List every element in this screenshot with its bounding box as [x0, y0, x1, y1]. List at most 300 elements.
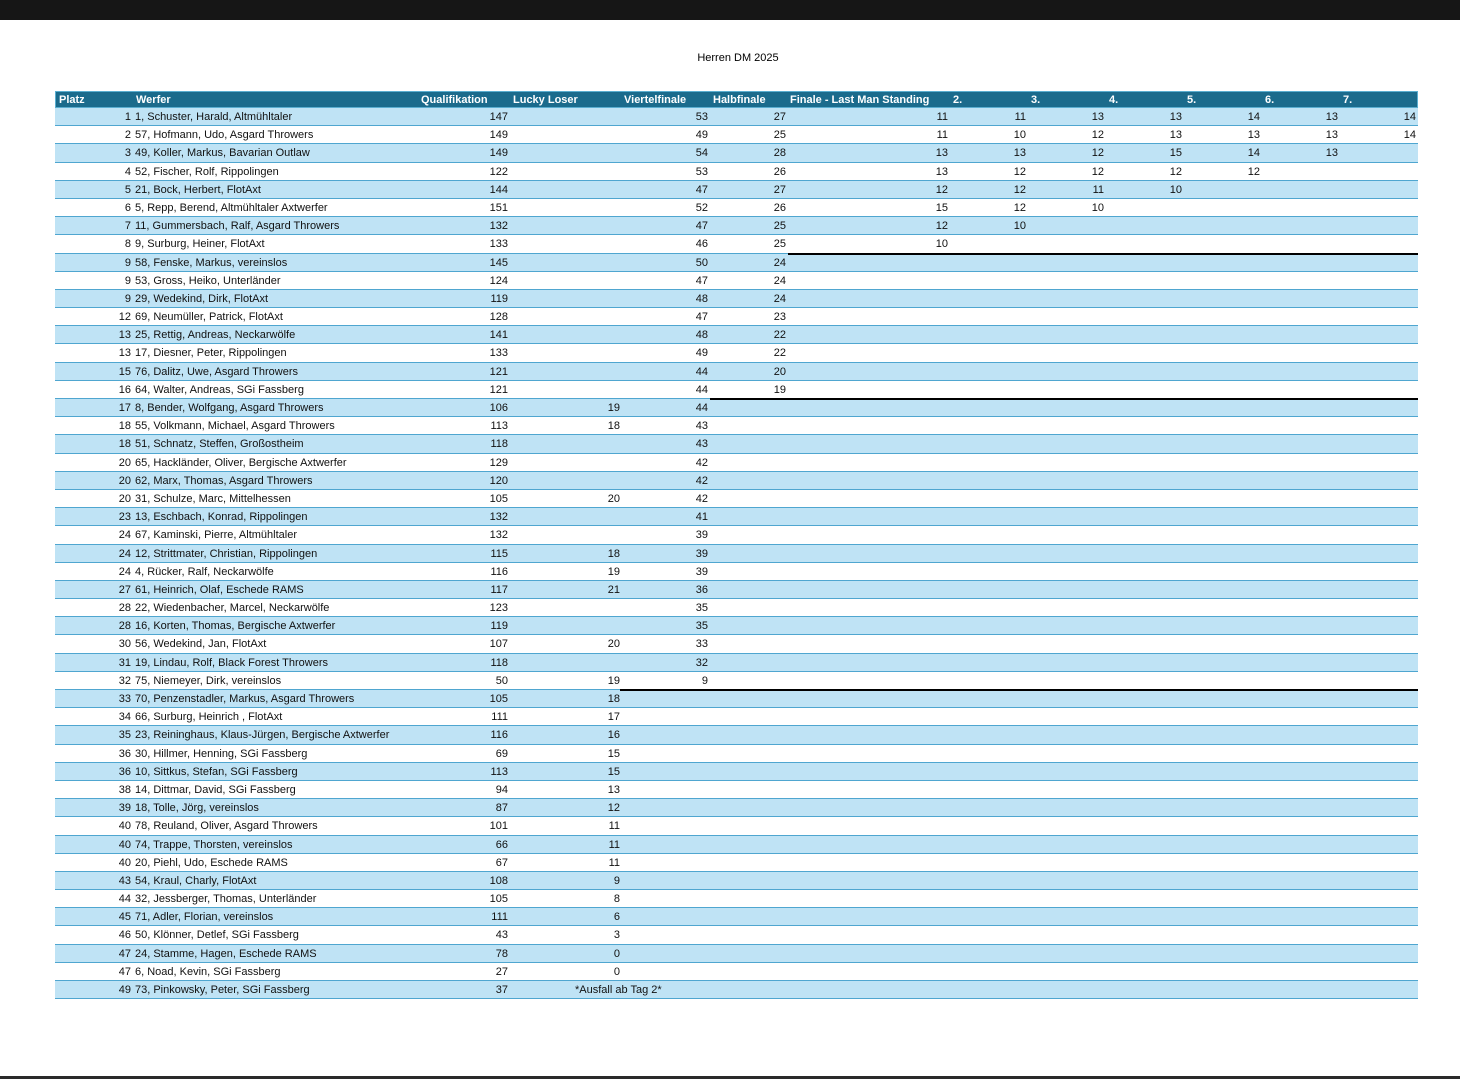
platz-cell: 2 — [124, 129, 131, 142]
qualifikation-cell: 101 — [489, 820, 508, 833]
table-row — [55, 526, 1418, 544]
viertelfinale-cell: 42 — [695, 474, 708, 487]
platz-cell: 38 — [118, 783, 131, 796]
table-row — [55, 308, 1418, 326]
qualifikation-cell: 132 — [489, 511, 508, 524]
halbfinale-cell: 24 — [773, 256, 786, 269]
qualifikation-cell: 69 — [495, 747, 508, 760]
header-lucky-loser: Lucky Loser — [513, 94, 578, 106]
viertelfinale-cell: 47 — [695, 220, 708, 233]
werfer-cell: 53, Gross, Heiko, Unterländer — [135, 274, 281, 287]
werfer-cell: 74, Trappe, Thorsten, vereinslos — [135, 838, 293, 851]
round-2-cell: 12 — [1013, 165, 1026, 178]
halbfinale-cell: 24 — [773, 292, 786, 305]
platz-cell: 16 — [118, 383, 131, 396]
werfer-cell: 49, Koller, Markus, Bavarian Outlaw — [135, 147, 310, 160]
table-row — [55, 908, 1418, 926]
round-5-cell: 13 — [1247, 129, 1260, 142]
platz-cell: 31 — [118, 656, 131, 669]
werfer-cell: 55, Volkmann, Michael, Asgard Throwers — [135, 420, 335, 433]
lucky-loser-cell: 11 — [608, 838, 620, 851]
lucky-loser-cell: 21 — [607, 583, 620, 596]
platz-cell: 33 — [118, 693, 131, 705]
table-row — [55, 981, 1418, 999]
finale-cell: 11 — [936, 129, 948, 142]
werfer-cell: 50, Klönner, Detlef, SGi Fassberg — [135, 929, 299, 942]
lucky-loser-cell: 15 — [607, 747, 620, 760]
lucky-loser-cell: 19 — [607, 565, 620, 578]
viertelfinale-cell: 43 — [695, 438, 708, 451]
round-2-cell: 13 — [1013, 147, 1026, 160]
lucky-loser-cell: 6 — [613, 911, 620, 924]
table-row — [55, 326, 1418, 344]
werfer-cell: 1, Schuster, Harald, Altmühltaler — [135, 111, 293, 123]
lucky-loser-cell: 18 — [607, 420, 620, 433]
table-row — [55, 726, 1418, 744]
viertelfinale-cell: 49 — [695, 129, 708, 142]
viertelfinale-cell: 44 — [695, 365, 708, 378]
finale-cell: 11 — [936, 111, 948, 123]
viertelfinale-cell: 39 — [695, 547, 708, 560]
round-6-cell: 13 — [1325, 129, 1338, 142]
qualifikation-cell: 106 — [489, 402, 508, 414]
halbfinale-cell: 19 — [773, 383, 786, 396]
finale-cell: 12 — [935, 220, 948, 233]
header-werfer: Werfer — [136, 94, 171, 106]
finale-cell: 13 — [935, 165, 948, 178]
werfer-cell: 13, Eschbach, Konrad, Rippolingen — [135, 511, 308, 524]
qualifikation-cell: 118 — [490, 438, 508, 451]
header-viertelfinale: Viertelfinale — [624, 94, 687, 106]
halbfinale-cell: 25 — [773, 220, 786, 233]
table-row — [55, 945, 1418, 963]
table-row — [55, 635, 1418, 653]
platz-cell: 39 — [118, 802, 131, 815]
round-6-cell: 13 — [1325, 147, 1338, 160]
qualifikation-cell: 105 — [489, 492, 508, 505]
finale-cell: 10 — [935, 238, 948, 251]
qualifikation-cell: 124 — [489, 274, 508, 287]
qualifikation-cell: 121 — [489, 365, 508, 378]
table-row — [55, 854, 1418, 872]
viertelfinale-cell: 54 — [695, 147, 708, 160]
werfer-cell: 75, Niemeyer, Dirk, vereinslos — [135, 674, 282, 687]
platz-cell: 28 — [118, 620, 131, 633]
table-row — [55, 417, 1418, 435]
viertelfinale-cell: 35 — [695, 620, 708, 633]
table-row — [55, 435, 1418, 453]
werfer-cell: 67, Kaminski, Pierre, Altmühltaler — [135, 529, 298, 542]
platz-cell: 40 — [118, 820, 131, 833]
viertelfinale-cell: 46 — [695, 238, 708, 251]
qualifikation-cell: 87 — [495, 802, 508, 815]
lucky-loser-cell: 9 — [613, 874, 620, 887]
werfer-cell: 18, Tolle, Jörg, vereinslos — [135, 802, 259, 815]
lucky-loser-cell: 0 — [613, 947, 620, 960]
werfer-cell: 17, Diesner, Peter, Rippolingen — [135, 347, 287, 360]
platz-cell: 4 — [124, 165, 131, 178]
werfer-cell: 8, Bender, Wolfgang, Asgard Throwers — [135, 402, 324, 414]
round-4-cell: 12 — [1169, 165, 1182, 178]
table-row — [55, 672, 1418, 690]
platz-cell: 18 — [118, 420, 131, 433]
table-row — [55, 290, 1418, 308]
lucky-loser-cell: 20 — [607, 492, 620, 505]
qualifikation-cell: 144 — [489, 183, 508, 196]
table-row — [55, 545, 1418, 563]
platz-cell: 20 — [118, 492, 131, 505]
round-6-cell: 13 — [1325, 111, 1338, 123]
werfer-cell: 61, Heinrich, Olaf, Eschede RAMS — [135, 583, 304, 596]
qualifikation-cell: 132 — [489, 529, 508, 542]
table-row — [55, 508, 1418, 526]
platz-cell: 46 — [118, 929, 131, 942]
qualifikation-cell: 133 — [489, 347, 508, 360]
table-row — [55, 272, 1418, 290]
platz-cell: 49 — [118, 984, 131, 996]
viertelfinale-cell: 41 — [695, 511, 708, 524]
platz-cell: 17 — [118, 402, 131, 414]
platz-cell: 47 — [118, 947, 131, 960]
lucky-loser-cell: 18 — [607, 547, 620, 560]
round-5-cell: 12 — [1247, 165, 1260, 178]
qualifikation-cell: 123 — [489, 602, 508, 615]
qualifikation-cell: 67 — [495, 856, 508, 869]
platz-cell: 5 — [124, 183, 131, 196]
header-platz: Platz — [59, 94, 85, 106]
header-qualifikation: Qualifikation — [421, 94, 488, 106]
werfer-cell: 16, Korten, Thomas, Bergische Axtwerfer — [135, 620, 336, 633]
top-bar — [0, 0, 1460, 20]
lucky-loser-cell: 8 — [613, 893, 620, 906]
halbfinale-cell: 23 — [773, 311, 786, 324]
qualifikation-cell: 108 — [489, 874, 508, 887]
halbfinale-cell: 25 — [773, 129, 786, 142]
table-row — [55, 890, 1418, 908]
platz-cell: 12 — [118, 311, 131, 324]
lucky-loser-cell: *Ausfall ab Tag 2* — [575, 984, 662, 996]
table-row — [55, 381, 1418, 399]
viertelfinale-cell: 39 — [695, 565, 708, 578]
round-7-cell: 14 — [1403, 111, 1416, 123]
qualifikation-cell: 37 — [495, 984, 508, 996]
halbfinale-cell: 28 — [773, 147, 786, 160]
platz-cell: 13 — [118, 347, 131, 360]
table-row — [55, 708, 1418, 726]
qualifikation-cell: 111 — [491, 911, 508, 924]
platz-cell: 36 — [118, 747, 131, 760]
viertelfinale-cell: 47 — [695, 274, 708, 287]
header-round-4: 4. — [1109, 94, 1119, 106]
platz-cell: 9 — [124, 274, 131, 287]
qualifikation-cell: 43 — [495, 929, 508, 942]
table-row — [55, 235, 1418, 253]
lucky-loser-cell: 11 — [608, 856, 620, 869]
platz-cell: 44 — [118, 893, 131, 906]
platz-cell: 15 — [118, 365, 131, 378]
platz-cell: 47 — [118, 965, 131, 978]
table-row — [55, 563, 1418, 581]
platz-cell: 7 — [124, 220, 131, 233]
platz-cell: 43 — [118, 874, 131, 887]
round-3-cell: 13 — [1091, 111, 1104, 123]
halbfinale-cell: 26 — [773, 201, 786, 214]
lucky-loser-cell: 11 — [608, 820, 620, 833]
werfer-cell: 56, Wedekind, Jan, FlotAxt — [135, 638, 267, 651]
platz-cell: 24 — [118, 547, 131, 560]
platz-cell: 27 — [118, 583, 131, 596]
header-round-7: 7. — [1343, 94, 1353, 106]
finale-cell: 13 — [935, 147, 948, 160]
table-row — [55, 690, 1418, 708]
viertelfinale-cell: 39 — [695, 529, 708, 542]
lucky-loser-cell: 20 — [607, 638, 620, 651]
qualifikation-cell: 94 — [495, 783, 508, 796]
table-row — [55, 399, 1418, 417]
werfer-cell: 71, Adler, Florian, vereinslos — [135, 911, 274, 924]
round-4-cell: 15 — [1169, 147, 1182, 160]
werfer-cell: 23, Reininghaus, Klaus-Jürgen, Bergische Axtwerfer — [135, 729, 390, 742]
platz-cell: 9 — [124, 256, 131, 269]
qualifikation-cell: 117 — [490, 583, 508, 596]
table-row — [55, 363, 1418, 381]
qualifikation-cell: 78 — [495, 947, 508, 960]
qualifikation-cell: 121 — [489, 383, 508, 396]
werfer-cell: 25, Rettig, Andreas, Neckarwölfe — [135, 329, 296, 342]
qualifikation-cell: 149 — [489, 129, 508, 142]
table-row — [55, 836, 1418, 854]
viertelfinale-cell: 9 — [701, 674, 708, 687]
table-row — [55, 581, 1418, 599]
qualifikation-cell: 116 — [490, 565, 508, 578]
table-row — [55, 163, 1418, 181]
qualifikation-cell: 111 — [491, 711, 508, 724]
halbfinale-cell: 22 — [773, 347, 786, 360]
round-3-cell: 12 — [1091, 165, 1104, 178]
werfer-cell: 20, Piehl, Udo, Eschede RAMS — [135, 856, 288, 869]
werfer-cell: 6, Noad, Kevin, SGi Fassberg — [135, 965, 281, 978]
qualifikation-cell: 118 — [490, 656, 508, 669]
lucky-loser-cell: 12 — [607, 802, 620, 815]
lucky-loser-cell: 15 — [607, 765, 620, 778]
qualifikation-cell: 27 — [495, 965, 508, 978]
viertelfinale-cell: 53 — [695, 165, 708, 178]
viertelfinale-cell: 33 — [695, 638, 708, 651]
platz-cell: 32 — [118, 674, 131, 687]
halbfinale-cell: 22 — [773, 329, 786, 342]
werfer-cell: 19, Lindau, Rolf, Black Forest Throwers — [135, 656, 328, 669]
platz-cell: 24 — [118, 529, 131, 542]
halbfinale-cell: 27 — [773, 111, 786, 123]
viertelfinale-cell: 42 — [695, 492, 708, 505]
werfer-cell: 31, Schulze, Marc, Mittelhessen — [135, 492, 291, 505]
werfer-cell: 70, Penzenstadler, Markus, Asgard Throwers — [135, 693, 355, 705]
platz-cell: 18 — [118, 438, 131, 451]
qualifikation-cell: 113 — [490, 765, 508, 778]
halbfinale-cell: 25 — [773, 238, 786, 251]
header-round-3: 3. — [1031, 94, 1041, 106]
viertelfinale-cell: 42 — [695, 456, 708, 469]
viertelfinale-cell: 50 — [695, 256, 708, 269]
werfer-cell: 30, Hillmer, Henning, SGi Fassberg — [135, 747, 308, 760]
platz-cell: 40 — [118, 856, 131, 869]
platz-cell: 23 — [118, 511, 131, 524]
table-header — [55, 91, 1418, 108]
qualifikation-cell: 122 — [489, 165, 508, 178]
werfer-cell: 62, Marx, Thomas, Asgard Throwers — [135, 474, 313, 487]
platz-cell: 34 — [118, 711, 131, 724]
qualifikation-cell: 145 — [489, 256, 508, 269]
qualifikation-cell: 116 — [490, 729, 508, 742]
werfer-cell: 5, Repp, Berend, Altmühltaler Axtwerfer — [135, 201, 328, 214]
werfer-cell: 4, Rücker, Ralf, Neckarwölfe — [135, 565, 274, 578]
table-row — [55, 654, 1418, 672]
viertelfinale-cell: 44 — [695, 383, 708, 396]
qualifikation-cell: 119 — [490, 620, 508, 633]
qualifikation-cell: 129 — [489, 456, 508, 469]
werfer-cell: 58, Fenske, Markus, vereinslos — [135, 256, 288, 269]
werfer-cell: 73, Pinkowsky, Peter, SGi Fassberg — [135, 984, 310, 996]
qualifikation-cell: 133 — [489, 238, 508, 251]
qualifikation-cell: 50 — [495, 674, 508, 687]
platz-cell: 45 — [118, 911, 131, 924]
viertelfinale-cell: 43 — [695, 420, 708, 433]
platz-cell: 8 — [124, 238, 131, 251]
qualifikation-cell: 149 — [489, 147, 508, 160]
lucky-loser-cell: 13 — [607, 783, 620, 796]
round-5-cell: 14 — [1247, 147, 1260, 160]
werfer-cell: 51, Schnatz, Steffen, Großostheim — [135, 438, 304, 451]
lucky-loser-cell: 19 — [607, 402, 620, 414]
viertelfinale-cell: 53 — [695, 111, 708, 123]
finale-cell: 15 — [935, 201, 948, 214]
table-row — [55, 108, 1418, 126]
platz-cell: 3 — [124, 147, 131, 160]
table-row — [55, 799, 1418, 817]
qualifikation-cell: 105 — [489, 893, 508, 906]
results-table — [55, 91, 1418, 999]
platz-cell: 40 — [118, 838, 131, 851]
qualifikation-cell: 107 — [489, 638, 508, 651]
platz-cell: 24 — [118, 565, 131, 578]
werfer-cell: 22, Wiedenbacher, Marcel, Neckarwölfe — [135, 602, 330, 615]
platz-cell: 6 — [124, 201, 131, 214]
viertelfinale-cell: 48 — [695, 292, 708, 305]
viertelfinale-cell: 44 — [695, 402, 708, 414]
viertelfinale-cell: 47 — [695, 311, 708, 324]
qualifikation-cell: 66 — [495, 838, 508, 851]
werfer-cell: 64, Walter, Andreas, SGi Fassberg — [135, 383, 304, 396]
table-row — [55, 817, 1418, 835]
platz-cell: 30 — [118, 638, 131, 651]
werfer-cell: 66, Surburg, Heinrich , FlotAxt — [135, 711, 283, 724]
table-row — [55, 199, 1418, 217]
table-row — [55, 454, 1418, 472]
viertelfinale-cell: 36 — [695, 583, 708, 596]
lucky-loser-cell: 19 — [607, 674, 620, 687]
viertelfinale-cell: 47 — [695, 183, 708, 196]
halbfinale-cell: 20 — [773, 365, 786, 378]
werfer-cell: 29, Wedekind, Dirk, FlotAxt — [135, 292, 269, 305]
werfer-cell: 52, Fischer, Rolf, Rippolingen — [135, 165, 279, 178]
table-row — [55, 617, 1418, 635]
platz-cell: 35 — [118, 729, 131, 742]
platz-cell: 28 — [118, 602, 131, 615]
cutoff-line — [620, 689, 1418, 691]
qualifikation-cell: 141 — [489, 329, 508, 342]
round-3-cell: 12 — [1091, 147, 1104, 160]
round-7-cell: 14 — [1403, 129, 1416, 142]
werfer-cell: 12, Strittmater, Christian, Rippolingen — [135, 547, 318, 560]
qualifikation-cell: 147 — [489, 111, 508, 123]
viertelfinale-cell: 52 — [695, 201, 708, 214]
round-3-cell: 10 — [1091, 201, 1104, 214]
header-round-6: 6. — [1265, 94, 1275, 106]
platz-cell: 9 — [124, 292, 131, 305]
lucky-loser-cell: 0 — [613, 965, 620, 978]
round-2-cell: 10 — [1013, 220, 1026, 233]
halbfinale-cell: 24 — [773, 274, 786, 287]
werfer-cell: 32, Jessberger, Thomas, Unterländer — [135, 893, 317, 906]
cutoff-line — [788, 253, 1418, 255]
round-4-cell: 13 — [1169, 129, 1182, 142]
header-round-5: 5. — [1187, 94, 1197, 106]
werfer-cell: 11, Gummersbach, Ralf, Asgard Throwers — [135, 220, 340, 233]
table-row — [55, 344, 1418, 362]
table-row — [55, 472, 1418, 490]
lucky-loser-cell: 18 — [607, 693, 620, 705]
header-finale: Finale - Last Man Standing — [790, 94, 930, 106]
table-row — [55, 254, 1418, 272]
table-row — [55, 963, 1418, 981]
table-row — [55, 144, 1418, 162]
platz-cell: 1 — [124, 111, 131, 123]
round-3-cell: 12 — [1091, 129, 1104, 142]
round-4-cell: 13 — [1169, 111, 1182, 123]
table-row — [55, 599, 1418, 617]
platz-cell: 13 — [118, 329, 131, 342]
round-2-cell: 11 — [1014, 111, 1026, 123]
table-row — [55, 490, 1418, 508]
qualifikation-cell: 132 — [489, 220, 508, 233]
platz-cell: 20 — [118, 474, 131, 487]
lucky-loser-cell: 16 — [607, 729, 620, 742]
table-row — [55, 181, 1418, 199]
table-row — [55, 872, 1418, 890]
werfer-cell: 76, Dalitz, Uwe, Asgard Throwers — [135, 365, 299, 378]
table-row — [55, 763, 1418, 781]
table-row — [55, 217, 1418, 235]
werfer-cell: 21, Bock, Herbert, FlotAxt — [135, 183, 261, 196]
round-2-cell: 10 — [1013, 129, 1026, 142]
werfer-cell: 14, Dittmar, David, SGi Fassberg — [135, 783, 296, 796]
werfer-cell: 54, Kraul, Charly, FlotAxt — [135, 874, 257, 887]
qualifikation-cell: 120 — [489, 474, 508, 487]
werfer-cell: 78, Reuland, Oliver, Asgard Throwers — [135, 820, 318, 833]
platz-cell: 20 — [118, 456, 131, 469]
viertelfinale-cell: 49 — [695, 347, 708, 360]
platz-cell: 36 — [118, 765, 131, 778]
lucky-loser-cell: 3 — [613, 929, 620, 942]
table-row — [55, 745, 1418, 763]
werfer-cell: 24, Stamme, Hagen, Eschede RAMS — [135, 947, 317, 960]
round-5-cell: 14 — [1247, 111, 1260, 123]
halbfinale-cell: 27 — [773, 183, 786, 196]
werfer-cell: 9, Surburg, Heiner, FlotAxt — [135, 238, 265, 251]
table-row — [55, 926, 1418, 944]
halbfinale-cell: 26 — [773, 165, 786, 178]
qualifikation-cell: 105 — [489, 693, 508, 705]
